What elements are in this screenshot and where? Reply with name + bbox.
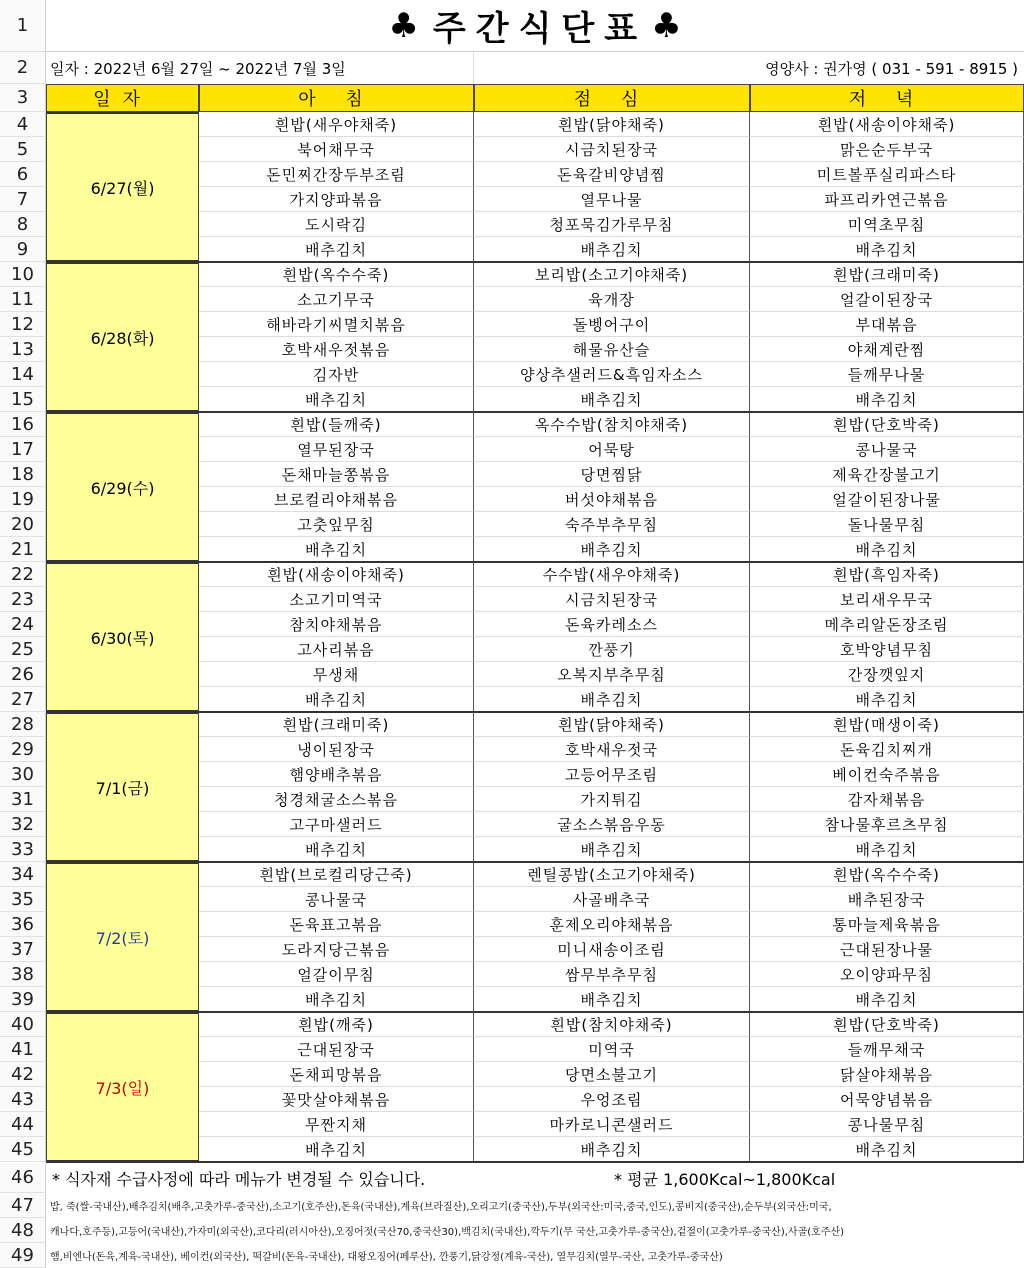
- breakfast-menu-item: 브로컬리야채볶음: [199, 487, 474, 512]
- lunch-menu-item: 미역국: [474, 1037, 750, 1062]
- period-cell: [46, 52, 474, 84]
- row-number: 40: [0, 1012, 46, 1037]
- dinner-menu-item: 돈육김치찌개: [750, 737, 1024, 762]
- row-number: 18: [0, 462, 46, 487]
- row-number: 37: [0, 937, 46, 962]
- dinner-menu-item: 얼갈이된장나물: [750, 487, 1024, 512]
- row-number: 23: [0, 587, 46, 612]
- breakfast-menu-item: 고구마샐러드: [199, 812, 474, 837]
- breakfast-menu-item: 배추김치: [199, 1137, 474, 1162]
- row-number: 14: [0, 362, 46, 387]
- row-number: 15: [0, 387, 46, 412]
- dinner-menu-item: 호박양념무침: [750, 637, 1024, 662]
- lunch-menu-item: 어묵탕: [474, 437, 750, 462]
- date-label: 7/3(일): [95, 1078, 150, 1098]
- lunch-menu-item: 깐풍기: [474, 637, 750, 662]
- breakfast-menu-item: 흰밥(크래미죽): [199, 712, 474, 737]
- dinner-menu-item: 배추된장국: [750, 887, 1024, 912]
- date-cell: [46, 862, 199, 1012]
- breakfast-menu-item: 얼갈이무침: [199, 962, 474, 987]
- lunch-menu-item: 흰밥(참치야채죽): [474, 1012, 750, 1037]
- breakfast-menu-item: 소고기미역국: [199, 587, 474, 612]
- breakfast-menu-item: 해바라기씨멸치볶음: [199, 312, 474, 337]
- breakfast-menu-item: 돈채피망볶음: [199, 1062, 474, 1087]
- lunch-menu-item: 미니새송이조림: [474, 937, 750, 962]
- header-lunch: 점 심: [474, 84, 750, 112]
- dinner-menu-item: 맑은순두부국: [750, 137, 1024, 162]
- dinner-menu-item: 닭살야채볶음: [750, 1062, 1024, 1087]
- dinner-menu-item: 어묵양념볶음: [750, 1087, 1024, 1112]
- row-number: 48: [0, 1218, 46, 1243]
- breakfast-menu-item: 열무된장국: [199, 437, 474, 462]
- row-number: 21: [0, 537, 46, 562]
- dinner-menu-item: 콩나물무침: [750, 1112, 1024, 1137]
- row-number: 27: [0, 687, 46, 712]
- lunch-menu-item: 배추김치: [474, 237, 750, 262]
- lunch-menu-item: 호박새우젓국: [474, 737, 750, 762]
- breakfast-menu-item: 근대된장국: [199, 1037, 474, 1062]
- lunch-menu-item: 배추김치: [474, 1137, 750, 1162]
- date-label: 6/30(목): [90, 628, 155, 648]
- row-number: 39: [0, 987, 46, 1012]
- row-number: 42: [0, 1062, 46, 1087]
- lunch-menu-item: 옥수수밥(참치야채죽): [474, 412, 750, 437]
- lunch-menu-item: 고등어무조림: [474, 762, 750, 787]
- row-number: 17: [0, 437, 46, 462]
- change-notice: * 식자재 수급사정에 따라 메뉴가 변경될 수 있습니다.: [52, 1169, 426, 1189]
- lunch-menu-item: 시금치된장국: [474, 137, 750, 162]
- row-number: 26: [0, 662, 46, 687]
- breakfast-menu-item: 돈민찌간장두부조림: [199, 162, 474, 187]
- breakfast-menu-item: 호박새우젓볶음: [199, 337, 474, 362]
- date-cell: [46, 262, 199, 412]
- breakfast-menu-item: 도시락김: [199, 212, 474, 237]
- lunch-menu-item: 돈육갈비양념찜: [474, 162, 750, 187]
- breakfast-menu-item: 무생채: [199, 662, 474, 687]
- lunch-menu-item: 마카로니콘샐러드: [474, 1112, 750, 1137]
- lunch-menu-item: 배추김치: [474, 387, 750, 412]
- dinner-menu-item: 흰밥(크래미죽): [750, 262, 1024, 287]
- breakfast-menu-item: 배추김치: [199, 837, 474, 862]
- dinner-menu-item: 흰밥(흑임자죽): [750, 562, 1024, 587]
- lunch-menu-item: 돈육카레소스: [474, 612, 750, 637]
- dinner-menu-item: 참나물후르츠무침: [750, 812, 1024, 837]
- row-number: 10: [0, 262, 46, 287]
- breakfast-menu-item: 무짠지채: [199, 1112, 474, 1137]
- dinner-menu-item: 미역초무침: [750, 212, 1024, 237]
- lunch-menu-item: 해물유산슬: [474, 337, 750, 362]
- row-number: 45: [0, 1137, 46, 1162]
- row-number: 43: [0, 1087, 46, 1112]
- lunch-menu-item: 열무나물: [474, 187, 750, 212]
- dinner-menu-item: 감자채볶음: [750, 787, 1024, 812]
- lunch-menu-item: 흰밥(닭야채죽): [474, 112, 750, 137]
- lunch-menu-item: 훈제오리야채볶음: [474, 912, 750, 937]
- row-number: 33: [0, 837, 46, 862]
- breakfast-menu-item: 햄양배추볶음: [199, 762, 474, 787]
- period-text: 일자 : 2022년 6월 27일 ~ 2022년 7월 3일: [50, 59, 346, 78]
- dinner-menu-item: 오이양파무침: [750, 962, 1024, 987]
- lunch-menu-item: 쌈무부추무침: [474, 962, 750, 987]
- dinner-menu-item: 돌나물무침: [750, 512, 1024, 537]
- row-number: 3: [0, 84, 46, 112]
- breakfast-menu-item: 도라지당근볶음: [199, 937, 474, 962]
- date-label: 6/29(수): [90, 478, 155, 498]
- origin-line-3: 햄,비엔나(돈육,계육-국내산), 베이컨(외국산), 떡갈비(돈육-국내산), 대왕오징어(페루산), 깐풍기,닭강정(계육-국산), 열무김치(열무-국산, 고춧가루-중국산): [50, 1252, 723, 1263]
- dinner-menu-item: 간장깻잎지: [750, 662, 1024, 687]
- date-label: 6/27(월): [90, 178, 155, 198]
- breakfast-menu-item: 소고기무국: [199, 287, 474, 312]
- row-number: 6: [0, 162, 46, 187]
- dietitian-cell: [474, 52, 1024, 84]
- dinner-menu-item: 흰밥(단호박죽): [750, 1012, 1024, 1037]
- lunch-menu-item: 가지튀김: [474, 787, 750, 812]
- lunch-menu-item: 사골배추국: [474, 887, 750, 912]
- breakfast-menu-item: 가지양파볶음: [199, 187, 474, 212]
- breakfast-menu-item: 돈채마늘쫑볶음: [199, 462, 474, 487]
- dinner-menu-item: 배추김치: [750, 987, 1024, 1012]
- header-dinner: 저 녁: [750, 84, 1024, 112]
- breakfast-menu-item: 돈육표고볶음: [199, 912, 474, 937]
- row-number: 22: [0, 562, 46, 587]
- row-number: 30: [0, 762, 46, 787]
- breakfast-menu-item: 북어채무국: [199, 137, 474, 162]
- date-label: 6/28(화): [90, 328, 155, 348]
- breakfast-menu-item: 배추김치: [199, 987, 474, 1012]
- dinner-menu-item: 배추김치: [750, 387, 1024, 412]
- lunch-menu-item: 흰밥(닭야채죽): [474, 712, 750, 737]
- dinner-menu-item: 들깨무채국: [750, 1037, 1024, 1062]
- row-number: 25: [0, 637, 46, 662]
- row-number: 5: [0, 137, 46, 162]
- row-number: 1: [0, 0, 46, 52]
- breakfast-menu-item: 꽃맛살야채볶음: [199, 1087, 474, 1112]
- header-breakfast: 아 침: [199, 84, 474, 112]
- header-date: 일자: [46, 84, 199, 112]
- breakfast-menu-item: 흰밥(브로컬리당근죽): [199, 862, 474, 887]
- breakfast-menu-item: 흰밥(깨죽): [199, 1012, 474, 1037]
- date-cell: [46, 112, 199, 262]
- row-number: 28: [0, 712, 46, 737]
- club-icon: ♣: [651, 5, 682, 46]
- origin-line-2: 캐나다,호주등),고등어(국내산),가자미(외국산),코다리(러시아산),오징어젓(국산70,중국산30),백김치(국내산),깍두기(무 국산,고춧가루-중국산),겉절이(고춧가루-중국산),사골(호주산): [50, 1227, 845, 1238]
- dinner-menu-item: 배추김치: [750, 837, 1024, 862]
- row-number: 16: [0, 412, 46, 437]
- dinner-menu-item: 통마늘제육볶음: [750, 912, 1024, 937]
- dinner-menu-item: 흰밥(매생이죽): [750, 712, 1024, 737]
- dietitian-text: 영양사 : 권가영 ( 031 - 591 - 8915 ): [765, 59, 1018, 78]
- dinner-menu-item: 배추김치: [750, 237, 1024, 262]
- dinner-menu-item: 베이컨숙주볶음: [750, 762, 1024, 787]
- dinner-menu-item: 흰밥(옥수수죽): [750, 862, 1024, 887]
- club-icon: ♣: [388, 5, 419, 46]
- lunch-menu-item: 육개장: [474, 287, 750, 312]
- row-number: 8: [0, 212, 46, 237]
- lunch-menu-item: 우엉조림: [474, 1087, 750, 1112]
- dinner-menu-item: 배추김치: [750, 1137, 1024, 1162]
- row-number: 44: [0, 1112, 46, 1137]
- breakfast-menu-item: 참치야채볶음: [199, 612, 474, 637]
- title-cell: [46, 0, 1024, 52]
- date-cell: [46, 412, 199, 562]
- lunch-menu-item: 양상추샐러드&흑임자소스: [474, 362, 750, 387]
- date-cell: [46, 562, 199, 712]
- row-number: 12: [0, 312, 46, 337]
- lunch-menu-item: 배추김치: [474, 687, 750, 712]
- breakfast-menu-item: 냉이된장국: [199, 737, 474, 762]
- dinner-menu-item: 부대볶음: [750, 312, 1024, 337]
- row-number: 47: [0, 1193, 46, 1218]
- row-number: 35: [0, 887, 46, 912]
- breakfast-menu-item: 흰밥(옥수수죽): [199, 262, 474, 287]
- dinner-menu-item: 배추김치: [750, 537, 1024, 562]
- breakfast-menu-item: 콩나물국: [199, 887, 474, 912]
- row-number: 32: [0, 812, 46, 837]
- lunch-menu-item: 시금치된장국: [474, 587, 750, 612]
- row-number: 34: [0, 862, 46, 887]
- dinner-menu-item: 배추김치: [750, 687, 1024, 712]
- lunch-menu-item: 배추김치: [474, 837, 750, 862]
- date-cell: [46, 712, 199, 862]
- dinner-menu-item: 흰밥(새송이야채죽): [750, 112, 1024, 137]
- breakfast-menu-item: 배추김치: [199, 387, 474, 412]
- lunch-menu-item: 숙주부추무침: [474, 512, 750, 537]
- breakfast-menu-item: 배추김치: [199, 687, 474, 712]
- row-number: 46: [0, 1163, 46, 1193]
- row-number: 41: [0, 1037, 46, 1062]
- breakfast-menu-item: 배추김치: [199, 537, 474, 562]
- row-number: 2: [0, 52, 46, 84]
- dinner-menu-item: 얼갈이된장국: [750, 287, 1024, 312]
- dinner-menu-item: 야채계란찜: [750, 337, 1024, 362]
- row-number: 4: [0, 112, 46, 137]
- row-number: 13: [0, 337, 46, 362]
- row-number: 7: [0, 187, 46, 212]
- dinner-menu-item: 들깨무나물: [750, 362, 1024, 387]
- row-number: 38: [0, 962, 46, 987]
- breakfast-menu-item: 흰밥(새우야채죽): [199, 112, 474, 137]
- row-number: 29: [0, 737, 46, 762]
- date-cell: [46, 1012, 199, 1162]
- dinner-menu-item: 흰밥(단호박죽): [750, 412, 1024, 437]
- origin-line-1: 밥, 죽(쌀-국내산),배추김치(배추,고춧가루-중국산),소고기(호주산),돈육(국내산),계육(브라질산),오리고기(중국산),두부(외국산:미국,중국,인도),콩비지(중국산),순두부(외국산:미국,: [50, 1202, 832, 1213]
- dinner-menu-item: 메추리알돈장조림: [750, 612, 1024, 637]
- page-title: 주간식단표: [432, 9, 648, 49]
- breakfast-menu-item: 배추김치: [199, 237, 474, 262]
- lunch-menu-item: 보리밥(소고기야채죽): [474, 262, 750, 287]
- calorie-note: * 평균 1,600Kcal~1,800Kcal: [614, 1169, 836, 1189]
- lunch-menu-item: 당면찜닭: [474, 462, 750, 487]
- breakfast-menu-item: 고사리볶음: [199, 637, 474, 662]
- row-number: 24: [0, 612, 46, 637]
- dinner-menu-item: 파프리카연근볶음: [750, 187, 1024, 212]
- dinner-menu-item: 콩나물국: [750, 437, 1024, 462]
- dinner-menu-item: 근대된장나물: [750, 937, 1024, 962]
- lunch-menu-item: 수수밥(새우야채죽): [474, 562, 750, 587]
- row-number: 49: [0, 1243, 46, 1268]
- row-number: 19: [0, 487, 46, 512]
- lunch-menu-item: 당면소불고기: [474, 1062, 750, 1087]
- dinner-menu-item: 미트볼푸실리파스타: [750, 162, 1024, 187]
- lunch-menu-item: 배추김치: [474, 987, 750, 1012]
- breakfast-menu-item: 흰밥(들깨죽): [199, 412, 474, 437]
- row-number: 36: [0, 912, 46, 937]
- dinner-menu-item: 보리새우무국: [750, 587, 1024, 612]
- date-label: 7/2(토): [95, 928, 150, 948]
- date-label: 7/1(금): [95, 778, 150, 798]
- lunch-menu-item: 굴소스볶음우동: [474, 812, 750, 837]
- lunch-menu-item: 오복지부추무침: [474, 662, 750, 687]
- breakfast-menu-item: 김자반: [199, 362, 474, 387]
- breakfast-menu-item: 흰밥(새송이야채죽): [199, 562, 474, 587]
- row-number: 9: [0, 237, 46, 262]
- lunch-menu-item: 돌벵어구이: [474, 312, 750, 337]
- lunch-menu-item: 버섯야채볶음: [474, 487, 750, 512]
- breakfast-menu-item: 청경채굴소스볶음: [199, 787, 474, 812]
- row-number: 31: [0, 787, 46, 812]
- lunch-menu-item: 청포묵김가루무침: [474, 212, 750, 237]
- row-number: 20: [0, 512, 46, 537]
- row-number: 11: [0, 287, 46, 312]
- lunch-menu-item: 렌틸콩밥(소고기야채죽): [474, 862, 750, 887]
- breakfast-menu-item: 고춧잎무침: [199, 512, 474, 537]
- dinner-menu-item: 제육간장불고기: [750, 462, 1024, 487]
- lunch-menu-item: 배추김치: [474, 537, 750, 562]
